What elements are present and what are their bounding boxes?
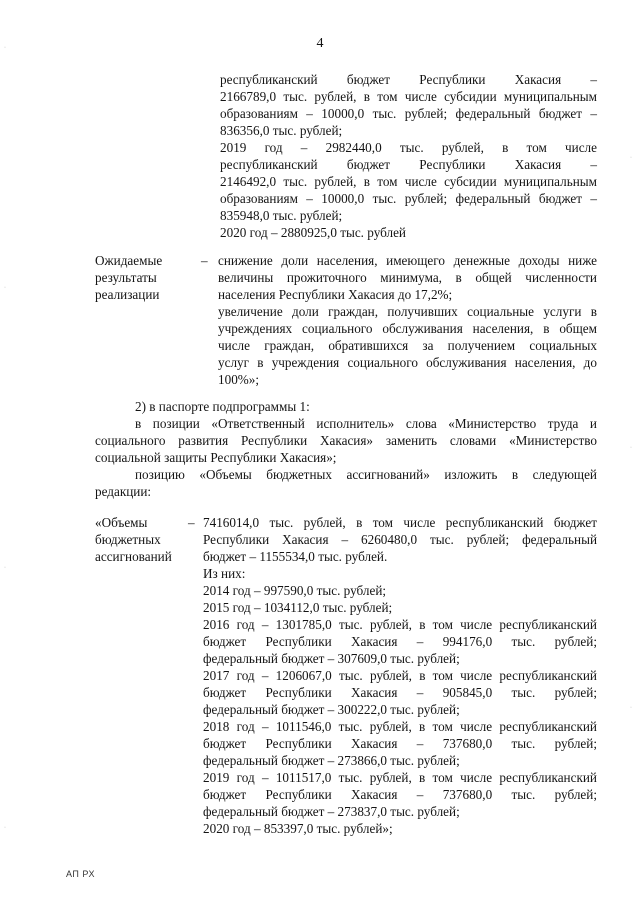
text-line: бюджет Республики Хакасия – 737680,0 тыс. рублей; bbox=[203, 736, 597, 751]
text-line: учреждениях социального обслуживания населения, в общем bbox=[218, 321, 597, 336]
page-number: 4 bbox=[316, 36, 324, 51]
text-line: бюджет – 1155534,0 тыс. рублей. bbox=[203, 549, 388, 564]
text-line: бюджет Республики Хакасия – 994176,0 тыс. рублей; bbox=[203, 634, 597, 649]
text-line: услуг в учреждения социального обслуживания населения, до bbox=[218, 355, 597, 370]
scan-mark: · bbox=[4, 565, 7, 571]
text-line: 836356,0 тыс. рублей; bbox=[220, 123, 343, 138]
text-line: Республики Хакасия – 6260480,0 тыс. рублей; федеральный bbox=[203, 532, 597, 547]
label-line: результаты bbox=[95, 270, 157, 285]
text-line: бюджет Республики Хакасия – 905845,0 тыс. рублей; bbox=[203, 685, 597, 700]
label-line: бюджетных bbox=[95, 532, 161, 547]
text-line: образованиям – 10000,0 тыс. рублей; федеральный бюджет – bbox=[220, 106, 597, 121]
text-line: увеличение доли граждан, получивших социальные услуги в bbox=[218, 304, 597, 319]
text-line: редакции: bbox=[95, 484, 152, 499]
scan-mark: · bbox=[630, 155, 633, 161]
text-line: 2016 год – 1301785,0 тыс. рублей, в том числе республиканский bbox=[203, 617, 597, 632]
text-line: населения Республики Хакасия до 17,2%; bbox=[218, 287, 453, 302]
dash: – bbox=[188, 515, 195, 530]
text-line: 2020 год – 853397,0 тыс. рублей»; bbox=[203, 821, 393, 836]
text-line: республиканский бюджет Республики Хакасия – bbox=[220, 72, 597, 87]
text-line: 2017 год – 1206067,0 тыс. рублей, в том числе республиканский bbox=[203, 668, 597, 683]
item-heading: 2) в паспорте подпрограммы 1: bbox=[135, 399, 310, 414]
dash: – bbox=[201, 253, 208, 268]
text-line: бюджет Республики Хакасия – 737680,0 тыс. рублей; bbox=[203, 787, 597, 802]
text-line: снижение доли населения, имеющего денежные доходы ниже bbox=[218, 253, 597, 268]
scan-mark: · bbox=[630, 445, 633, 451]
text-line: позицию «Объемы бюджетных ассигнований» изложить в следующей bbox=[135, 467, 597, 482]
text-line: социальной защиты Республики Хакасия»; bbox=[95, 450, 337, 465]
text-line: федеральный бюджет – 300222,0 тыс. рублей; bbox=[203, 702, 460, 717]
footer-mark: АП РХ bbox=[66, 869, 95, 879]
text-line: федеральный бюджет – 307609,0 тыс. рублей; bbox=[203, 651, 460, 666]
text-line: 2014 год – 997590,0 тыс. рублей; bbox=[203, 583, 387, 598]
text-line: величины прожиточного минимума, в общей численности bbox=[218, 270, 597, 285]
scan-mark: · bbox=[4, 285, 7, 291]
text-line: 2166789,0 тыс. рублей, в том числе субсидии муниципальным bbox=[220, 89, 597, 104]
text-line: 100%»; bbox=[218, 372, 260, 387]
label-line: «Объемы bbox=[95, 515, 148, 530]
text-line: Из них: bbox=[203, 566, 246, 581]
text-line: республиканский бюджет Республики Хакасия – bbox=[220, 157, 597, 172]
text-line: федеральный бюджет – 273866,0 тыс. рублей; bbox=[203, 753, 460, 768]
text-line: 2018 год – 1011546,0 тыс. рублей, в том числе республиканский bbox=[203, 719, 597, 734]
text-line: социального развития Республики Хакасия» заменить словами «Министерство bbox=[95, 433, 597, 448]
text-line: 835948,0 тыс. рублей; bbox=[220, 208, 343, 223]
scan-mark: · bbox=[4, 825, 7, 831]
text-line: 2020 год – 2880925,0 тыс. рублей bbox=[220, 225, 406, 240]
text-line: в позиции «Ответственный исполнитель» слова «Министерство труда и bbox=[135, 416, 597, 431]
text-line: образованиям – 10000,0 тыс. рублей; федеральный бюджет – bbox=[220, 191, 597, 206]
label-line: Ожидаемые bbox=[95, 253, 163, 268]
text-line: федеральный бюджет – 273837,0 тыс. рублей; bbox=[203, 804, 460, 819]
text-line: 7416014,0 тыс. рублей, в том числе республиканский бюджет bbox=[203, 515, 597, 530]
label-line: реализации bbox=[95, 287, 160, 302]
text-line: 2015 год – 1034112,0 тыс. рублей; bbox=[203, 600, 393, 615]
scan-mark: · bbox=[4, 45, 7, 51]
text-line: числе граждан, обратившихся за получением социальных bbox=[218, 338, 597, 353]
text-line: 2019 год – 1011517,0 тыс. рублей, в том числе республиканский bbox=[203, 770, 597, 785]
text-line: 2019 год – 2982440,0 тыс. рублей, в том числе bbox=[220, 140, 597, 155]
label-line: ассигнований bbox=[95, 549, 172, 564]
text-line: 2146492,0 тыс. рублей, в том числе субсидии муниципальным bbox=[220, 174, 597, 189]
scan-mark: · bbox=[630, 705, 633, 711]
